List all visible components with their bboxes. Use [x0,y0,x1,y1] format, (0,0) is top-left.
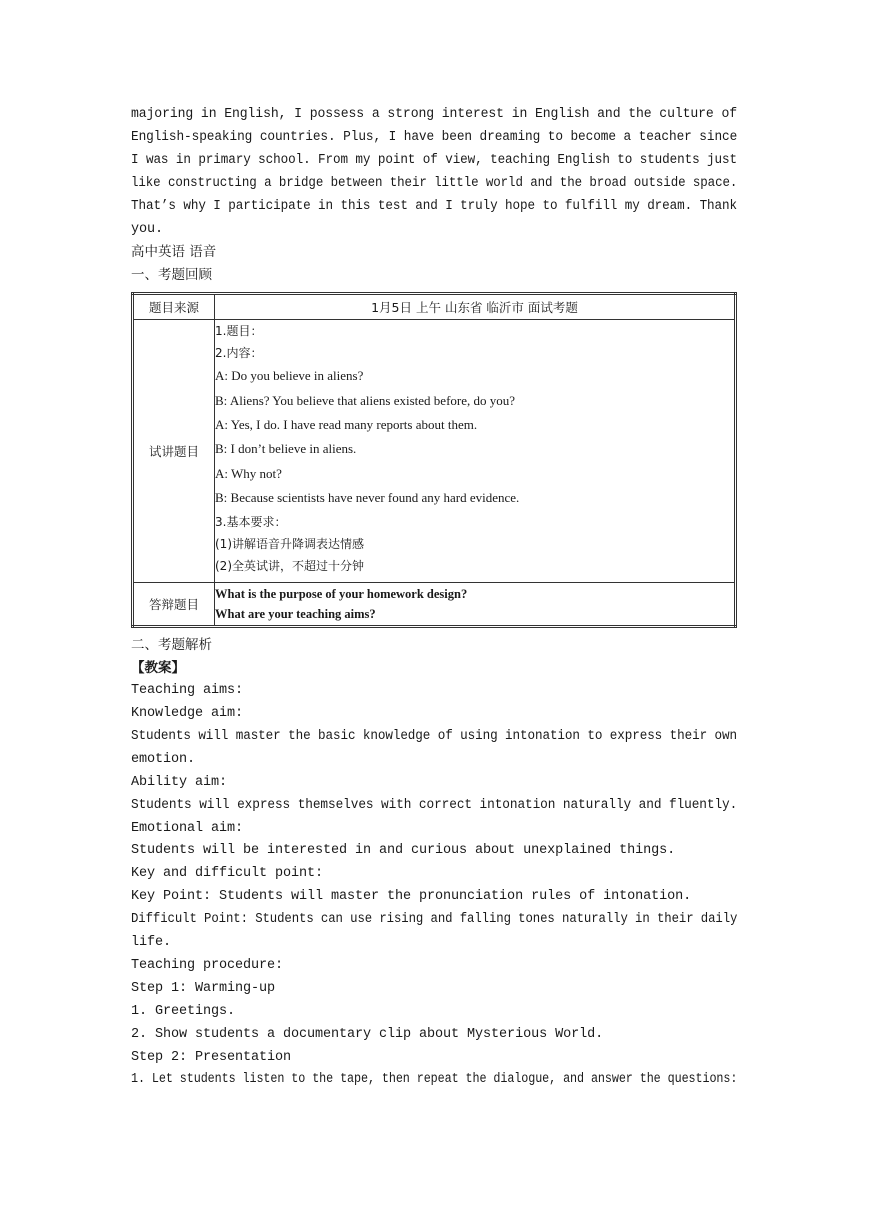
defense-line: What is the purpose of your homework design? [215,587,468,602]
body-line: Teaching procedure: [131,957,284,973]
exam-question-table [131,292,737,628]
table-row-lecture [133,320,736,583]
lecture-label: 试讲题目 [133,320,215,583]
intro-line: I was in primary school. From my point of view, teaching English to students just [131,152,737,168]
body-line: 1. Greetings. [131,1003,236,1019]
body-line: 1. Let students listen to the tape, then repeat the dialogue, and answer the questions: [131,1072,738,1088]
body-line: Students will master the basic knowledge of using intonation to express their own [131,728,737,744]
lecture-line: 1.题目： [215,324,263,339]
body-line: Teaching aims: [131,683,244,699]
lecture-line: 3.基本要求： [215,514,287,529]
part-two-heading: 二、考题解析 [131,637,212,654]
lecture-line: B: Because scientists have never found any hard evidence. [215,490,520,506]
lesson-plan-label: 【教案】 [131,660,185,677]
lecture-line: (1)讲解语音升降调表达情感 [215,536,364,551]
body-line: Students will express themselves with correct intonation naturally and fluently. [131,797,738,813]
lecture-line: A: Why not? [215,465,282,481]
lecture-line: 2.内容： [215,346,263,361]
body-line: Difficult Point: Students can use rising and falling tones naturally in their daily [131,912,738,928]
section-title: 高中英语 语音 [131,244,217,261]
body-line: Emotional aim: [131,820,244,836]
defense-content [215,583,736,627]
defense-line: What are your teaching aims? [215,607,376,622]
body-line: Step 1: Warming-up [131,980,276,996]
intro-line: That’s why I participate in this test and I truly hope to fulfill my dream. Thank [131,198,737,214]
body-line: 2. Show students a documentary clip about Mysterious World. [131,1026,604,1042]
intro-line: English-speaking countries. Plus, I have been dreaming to become a teacher since [131,129,738,145]
body-line: emotion. [131,751,196,767]
intro-line: majoring in English, I possess a strong interest in English and the culture of [131,107,738,122]
body-line: Students will be interested in and curious about unexplained things. [131,843,676,859]
body-line: Ability aim: [131,774,228,790]
document-content [131,104,737,1092]
body-line: Knowledge aim: [131,705,244,721]
body-line: life. [131,935,172,951]
lesson-plan-body [131,680,737,1092]
part-one-heading: 一、考题回顾 [131,267,212,284]
table-row-source [133,294,736,320]
lecture-line: B: I don’t believe in aliens. [215,441,357,457]
table-row-defense [133,583,736,627]
body-line: Step 2: Presentation [131,1049,292,1065]
intro-line: you. [131,221,164,237]
source-label: 题目来源 [133,294,215,320]
lecture-content [215,320,736,583]
lecture-line: A: Do you believe in aliens? [215,368,364,384]
lecture-line: B: Aliens? You believe that aliens existed before, do you? [215,392,516,408]
intro-line: like constructing a bridge between their little world and the broad outside space. [131,175,738,191]
source-value: 1月5日 上午 山东省 临沂市 面试考题 [215,294,736,320]
body-line: Key Point: Students will master the pronunciation rules of intonation. [131,889,692,905]
defense-label: 答辩题目 [133,583,215,627]
lecture-line: A: Yes, I do. I have read many reports about them. [215,417,478,433]
intro-paragraph [131,104,737,241]
lecture-line: (2)全英试讲，不超过十分钟 [215,558,364,573]
body-line: Key and difficult point: [131,866,324,882]
